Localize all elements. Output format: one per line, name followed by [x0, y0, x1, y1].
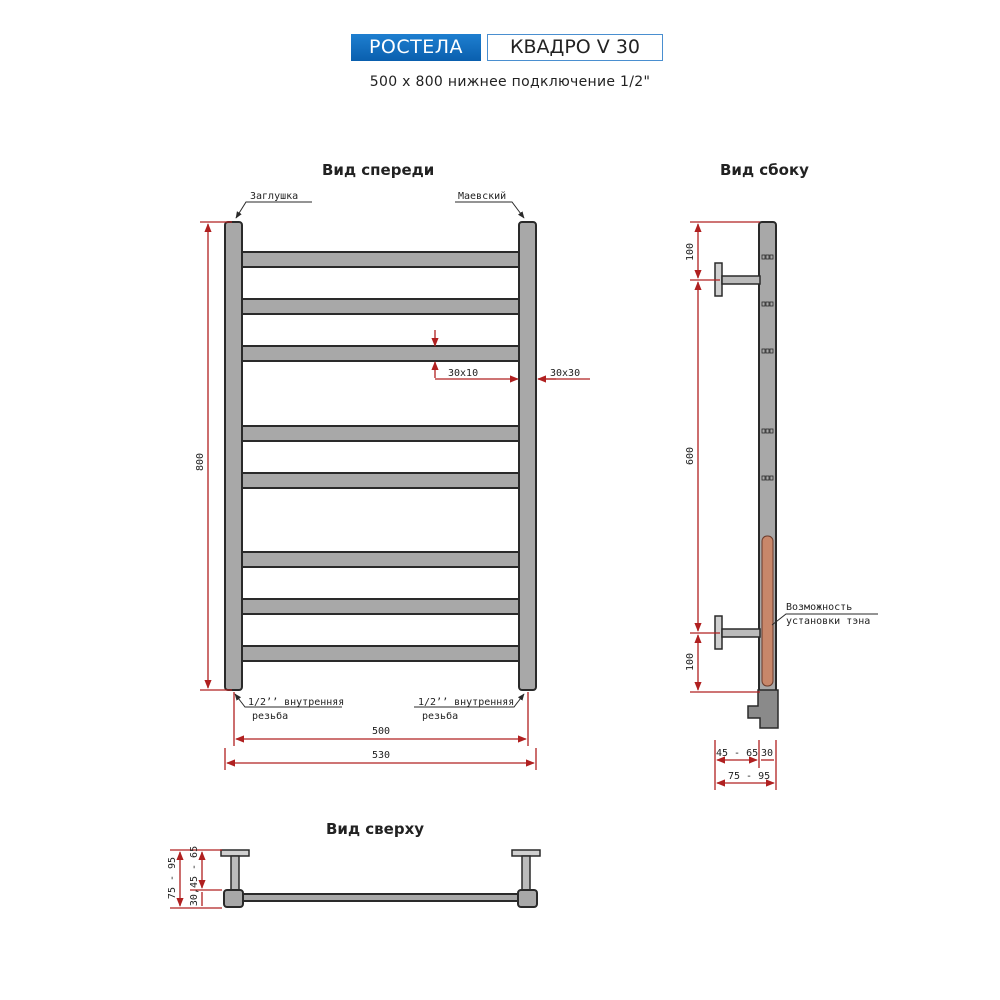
- side-view: [685, 161, 878, 790]
- label-plug: Заглушка: [250, 191, 299, 202]
- left-post: [225, 222, 242, 690]
- label-valve: Маевский: [458, 191, 507, 202]
- dim-offset-text: 45 - 65: [716, 748, 759, 759]
- dim-800-text: 800: [195, 452, 206, 472]
- rungs: [242, 252, 519, 661]
- rung-8: [242, 646, 519, 661]
- top-right-rod: [522, 856, 530, 892]
- valve-leader: [455, 202, 524, 218]
- dim-post-text: 30x30: [550, 368, 581, 379]
- dim-side-top-text: 100: [685, 242, 696, 262]
- dim-rung-text: 30x10: [448, 368, 479, 379]
- heater-control-box: [748, 690, 778, 728]
- rung-6: [242, 552, 519, 567]
- top-rung: [243, 894, 518, 901]
- rung-1: [242, 252, 519, 267]
- bottom-bracket-rod: [722, 629, 760, 637]
- label-thread-left-1: 1/2’’ внутренняя: [248, 697, 345, 708]
- heater-label-2: установки тэна: [786, 616, 871, 627]
- side-view-title: Вид сбоку: [720, 161, 809, 179]
- label-thread-left-2: резьба: [252, 711, 289, 722]
- top-right-flange: [512, 850, 540, 856]
- dim-side-total-text: 75 - 95: [728, 771, 771, 782]
- top-left-post: [224, 890, 243, 907]
- top-view-title: Вид сверху: [326, 820, 425, 838]
- plug-leader: [236, 202, 312, 218]
- brand-logo: РОСТЕЛА: [351, 34, 481, 61]
- heater-element: [762, 536, 773, 686]
- product-subtitle: 500 x 800 нижнее подключение 1/2": [369, 74, 651, 90]
- front-view: [195, 161, 590, 770]
- dim-side-bottom-text: 100: [685, 652, 696, 672]
- top-right-post: [518, 890, 537, 907]
- rung-3: [242, 346, 519, 361]
- top-bracket-rod: [722, 276, 760, 284]
- dim-depth-text: 30: [761, 748, 774, 759]
- front-view-title: Вид спереди: [322, 161, 435, 179]
- rung-2: [242, 299, 519, 314]
- heater-label-1: Возможность: [786, 602, 853, 613]
- model-name: КВАДРО V 30: [487, 34, 663, 61]
- label-thread-right-1: 1/2’’ внутренняя: [418, 697, 515, 708]
- rung-5: [242, 473, 519, 488]
- dim-500-text: 500: [371, 726, 391, 737]
- dim-side-mid-text: 600: [685, 446, 696, 466]
- dim-530-text: 530: [371, 750, 391, 761]
- top-left-rod: [231, 856, 239, 892]
- rung-7: [242, 599, 519, 614]
- dim-top-parts-text: 30,45 - 65: [189, 845, 200, 907]
- right-post: [519, 222, 536, 690]
- rung-4: [242, 426, 519, 441]
- label-thread-right-2: резьба: [422, 711, 459, 722]
- dim-top-total-text: 75 - 95: [167, 856, 178, 900]
- top-view: [167, 820, 540, 908]
- top-left-flange: [221, 850, 249, 856]
